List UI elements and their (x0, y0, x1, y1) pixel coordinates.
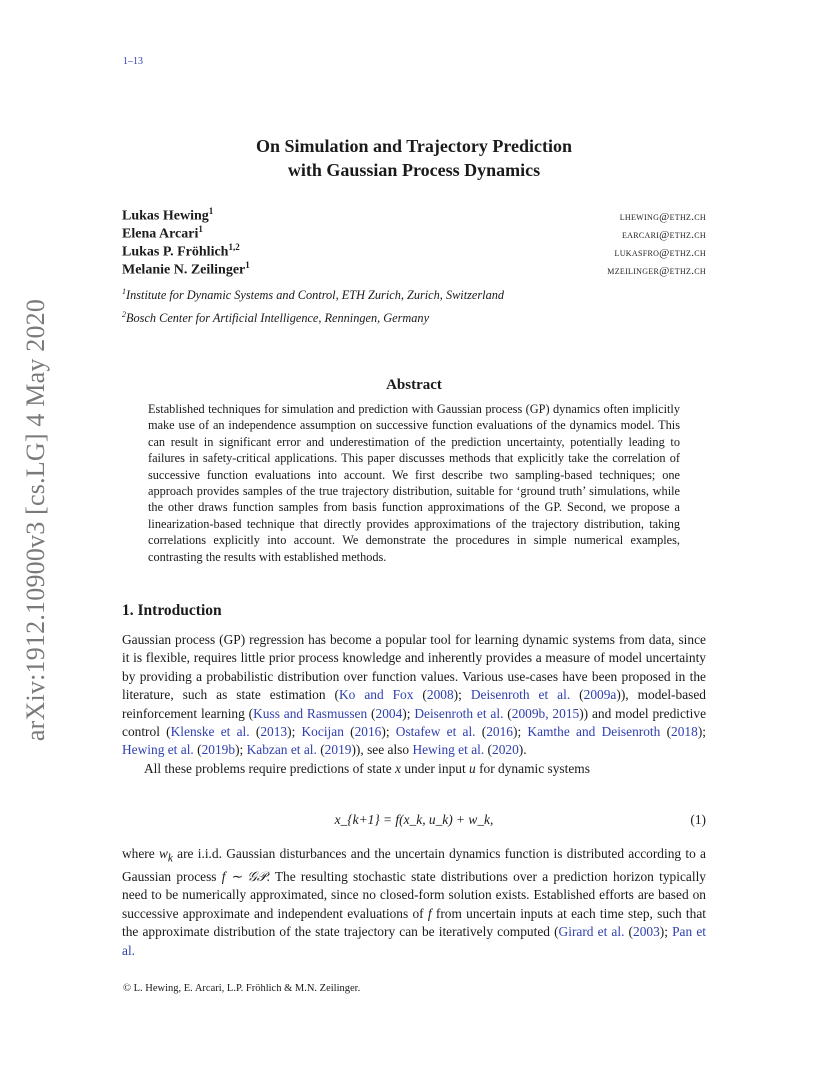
author-email: lukasfro@ethz.ch (614, 246, 706, 259)
copyright-footer: © L. Hewing, E. Arcari, L.P. Fröhlich & M.N. Zeilinger. (123, 983, 361, 994)
equation-1 (122, 812, 706, 832)
section-heading: 1. Introduction (122, 602, 222, 619)
affiliations (122, 282, 722, 328)
page-number: 1–13 (123, 56, 143, 67)
intro-text (122, 631, 706, 778)
citation-link[interactable]: Kuss and Rasmussen (253, 705, 368, 721)
author-name: Lukas Hewing$^1$ (122, 206, 214, 224)
author-name: Melanie N. Zeilinger$^1$ (122, 260, 250, 278)
author-email: mzeilinger@ethz.ch (607, 264, 706, 277)
author-name: Elena Arcari$^1$ (122, 224, 203, 242)
arxiv-stamp-text: arXiv:1912.10900v3 [cs.LG] 4 May 2020 (21, 298, 50, 742)
title-line-2: with Gaussian Process Dynamics (287, 160, 541, 180)
citation-link[interactable]: Kamthe and Deisenroth (527, 724, 661, 740)
citation-link[interactable]: 2004 (375, 705, 403, 721)
author-name: Lukas P. Fröhlich$^{1,2}$ (122, 242, 240, 260)
citation-link[interactable]: 2008 (426, 687, 454, 703)
author-row (122, 242, 706, 260)
equation-body: x_{k+1} = f(x_k, u_k) + w_k, (334, 812, 494, 827)
author-row (122, 260, 706, 278)
citation-link[interactable]: 2013 (260, 724, 288, 740)
citation-link[interactable]: Kocijan (301, 724, 344, 740)
citation-link[interactable]: Girard et al. (558, 924, 625, 940)
citation-link[interactable]: 2009b, 2015 (511, 705, 580, 721)
title-line-1: On Simulation and Trajectory Prediction (255, 136, 572, 156)
citation-link[interactable]: 2019 (324, 742, 352, 758)
author-list (122, 206, 706, 278)
citation-link[interactable]: 2003 (633, 924, 660, 940)
citation-link[interactable]: Deisenroth et al. (414, 705, 504, 721)
arxiv-stamp (16, 290, 56, 750)
author-row (122, 224, 706, 242)
author-email: earcari@ethz.ch (621, 228, 706, 241)
paragraph: Gaussian process (GP) regression has become a popular tool for learning dynamic systems from data, since it is flexible, requires little prior process knowledge and inherently provides a measure of model uncertainty by providing a probabilistic distribution over function values. Various use-cases have been proposed in the literature, such as state estimation (Ko and Fox (2008); Deisenroth et al. (2009a)), model-based reinforcement learning (Kuss and Rasmussen (2004); Deisenroth et al. (2009b, 2015)) and model predictive control (Klenske et al. (2013); Kocijan (2016); Ostafew et al. (2016); Kamthe and Deisenroth (2018); Hewing et al. (2019b); Kabzan et al. (2019)), see also Hewing et al. (2020). (122, 632, 707, 758)
citation-link[interactable]: 2018 (671, 724, 698, 740)
citation-link[interactable]: Hewing et al. (122, 742, 194, 758)
paragraph: All these problems require predictions of state x under input u for dynamic systems (144, 760, 590, 776)
citation-link[interactable]: 2016 (486, 724, 513, 740)
author-email: lhewing@ethz.ch (619, 210, 706, 223)
citation-link[interactable]: Pan et al. (122, 924, 706, 958)
paper-title (0, 134, 828, 182)
author-row (122, 206, 706, 224)
citation-link[interactable]: 2016 (354, 724, 382, 740)
intro-text-continued: where $w_k$ are i.i.d. Gaussian disturbances and the uncertain dynamics function is distributed according to a Gaussian process f ∼ 𝒢𝒫. The resulting stochastic state distributions over a prediction horizon typically need to be numerically approximated, since no closed-form solution exists. Established efforts are based on successive approximate and independent evaluations of f from uncertain inputs at each time step, such that the approximate distribution of the state trajectory can be iteratively computed (Girard et al. (2003); Pan et al. (122, 846, 707, 958)
citation-link[interactable]: Hewing et al. (412, 742, 485, 758)
citation-link[interactable]: Kabzan et al. (246, 742, 317, 758)
affiliation: $^2$Bosch Center for Artificial Intelligence, Renningen, Germany (122, 310, 430, 326)
citation-link[interactable]: Deisenroth et al. (470, 687, 571, 703)
citation-link[interactable]: 2020 (492, 742, 519, 758)
citation-link[interactable]: Ko and Fox (338, 687, 414, 703)
citation-link[interactable]: 2009a (583, 687, 617, 703)
abstract-heading: Abstract (386, 377, 442, 393)
citation-link[interactable]: Ostafew et al. (395, 724, 476, 740)
citation-link[interactable]: Klenske et al. (170, 724, 250, 740)
citation-link[interactable]: 2019b (201, 742, 236, 758)
equation-number: (1) (690, 812, 706, 827)
affiliation: $^1$Institute for Dynamic Systems and Control, ETH Zurich, Zurich, Switzerland (122, 287, 505, 303)
abstract-body: Established techniques for simulation and prediction with Gaussian process (GP) dynamics often implicitly make use of an independence assumption on successive function evaluations of the dynamics model. This can result in significant error and underestimation of the prediction uncertainty, potentially leading to failures in safety-critical applications. This paper discusses methods that explicitly take the correlation of successive function evaluations into account. We first describe two sampling-based techniques; one approach provides samples of the true trajectory distribution, suitable for ‘ground truth’ simulations, while the other draws function samples from basis function approximations of the GP. Second, we propose a linearization-based technique that directly provides approximations of the trajectory distribution, taking correlations explicitly into account. We demonstrate the procedures in simple numerical examples, contrasting the results with established methods. (148, 402, 680, 564)
